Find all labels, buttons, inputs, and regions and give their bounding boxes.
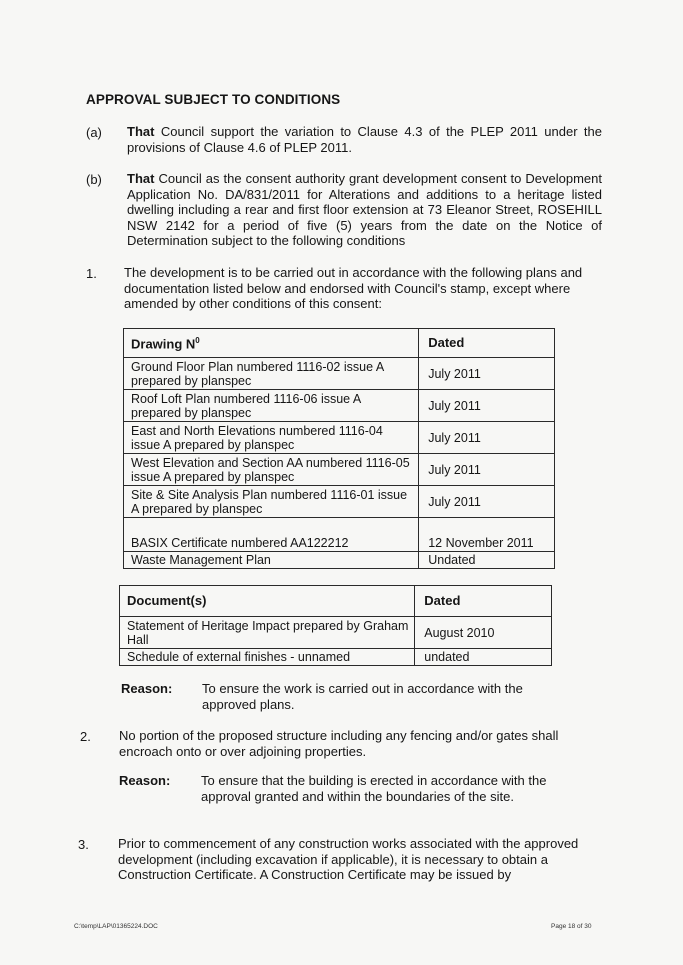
condition-3-number: 3. [78, 837, 89, 852]
drawing-cell: Ground Floor Plan numbered 1116-02 issue A prepared by planspec [124, 358, 419, 390]
table-row [120, 617, 552, 649]
condition-2-text: No portion of the proposed structure including any fencing and/or gates shall encroach onto or over adjoining properties. [119, 728, 559, 759]
item-a-text [127, 124, 602, 155]
dated-cell: July 2011 [419, 486, 555, 518]
document-header-cell: Document(s) [120, 586, 415, 617]
drawing-header-label: Drawing N [131, 336, 196, 352]
drawing-cell: Waste Management Plan [124, 552, 419, 569]
item-b-body: Council as the consent authority grant development consent to Development Application No. DA/831/2011 for Alterations and additions to a heritage listed dwelling including a rear and first floor extension at 73 Eleanor Street, ROSEHILL NSW 2142 for a period of five (5) years from the date on the Notice of Determination subject to the following conditions [127, 171, 602, 248]
drawing-cell: West Elevation and Section AA numbered 1116-05 issue A prepared by planspec [124, 454, 419, 486]
condition-1-reason-label: Reason: [121, 681, 173, 696]
item-b-text [127, 171, 602, 249]
dated-cell: July 2011 [419, 454, 555, 486]
drawings-table-header [124, 329, 555, 358]
table-row [120, 649, 552, 666]
drawing-cell: Roof Loft Plan numbered 1116-06 issue A prepared by planspec [124, 390, 419, 422]
drawing-cell: BASIX Certificate numbered AA122212 [124, 518, 419, 552]
item-a-body: Council support the variation to Clause 4.3 of the PLEP 2011 under the provisions of Clause 4.6 of PLEP 2011. [127, 124, 602, 155]
footer-page-number: Page 18 of 30 [551, 923, 592, 930]
dated-cell: 12 November 2011 [419, 518, 555, 552]
section-heading: APPROVAL SUBJECT TO CONDITIONS [86, 92, 341, 107]
footer-file-path: C:\temp\LAP\01365224.DOC [74, 923, 158, 930]
table-row [124, 454, 555, 486]
table-row [124, 552, 555, 569]
document-cell: Statement of Heritage Impact prepared by Graham Hall [120, 617, 415, 649]
condition-2-reason-label: Reason: [119, 773, 171, 788]
item-a-lead: That [127, 124, 155, 139]
condition-1-reason-text: To ensure the work is carried out in accordance with the approved plans. [202, 681, 523, 712]
condition-2-number: 2. [80, 729, 91, 744]
dated-cell: undated [415, 649, 552, 666]
drawing-header-sup: 0 [195, 336, 200, 346]
drawings-table [123, 328, 555, 569]
drawing-cell: East and North Elevations numbered 1116-04 issue A prepared by planspec [124, 422, 419, 454]
condition-2-reason-text: To ensure that the building is erected in accordance with the approval granted and within the boundaries of the site. [201, 773, 547, 804]
table-row [124, 486, 555, 518]
dated-cell: July 2011 [419, 358, 555, 390]
documents-table [119, 585, 552, 666]
item-b-marker: (b) [86, 172, 102, 187]
item-b-lead: That [127, 171, 155, 186]
drawing-cell: Site & Site Analysis Plan numbered 1116-01 issue A prepared by planspec [124, 486, 419, 518]
item-a-marker: (a) [86, 125, 102, 140]
dated-cell: Undated [419, 552, 555, 569]
dated-header-cell: Dated [419, 329, 555, 358]
table-row [124, 358, 555, 390]
dated-header-cell: Dated [415, 586, 552, 617]
dated-cell: August 2010 [415, 617, 552, 649]
condition-1-number: 1. [86, 266, 97, 281]
document-cell: Schedule of external finishes - unnamed [120, 649, 415, 666]
table-row [124, 390, 555, 422]
condition-1-text: The development is to be carried out in accordance with the following plans and documentation listed below and endorsed with Council's stamp, except where amended by other conditions of this consent: [124, 265, 583, 311]
table-row [124, 518, 555, 552]
table-row [124, 422, 555, 454]
dated-cell: July 2011 [419, 422, 555, 454]
documents-table-header [120, 586, 552, 617]
dated-cell: July 2011 [419, 390, 555, 422]
condition-3-text: Prior to commencement of any construction works associated with the approved development (including excavation if applicable), it is necessary to obtain a Construction Certificate. A Construction Certificate may be issued by [118, 836, 579, 882]
drawing-header-cell [124, 329, 419, 358]
